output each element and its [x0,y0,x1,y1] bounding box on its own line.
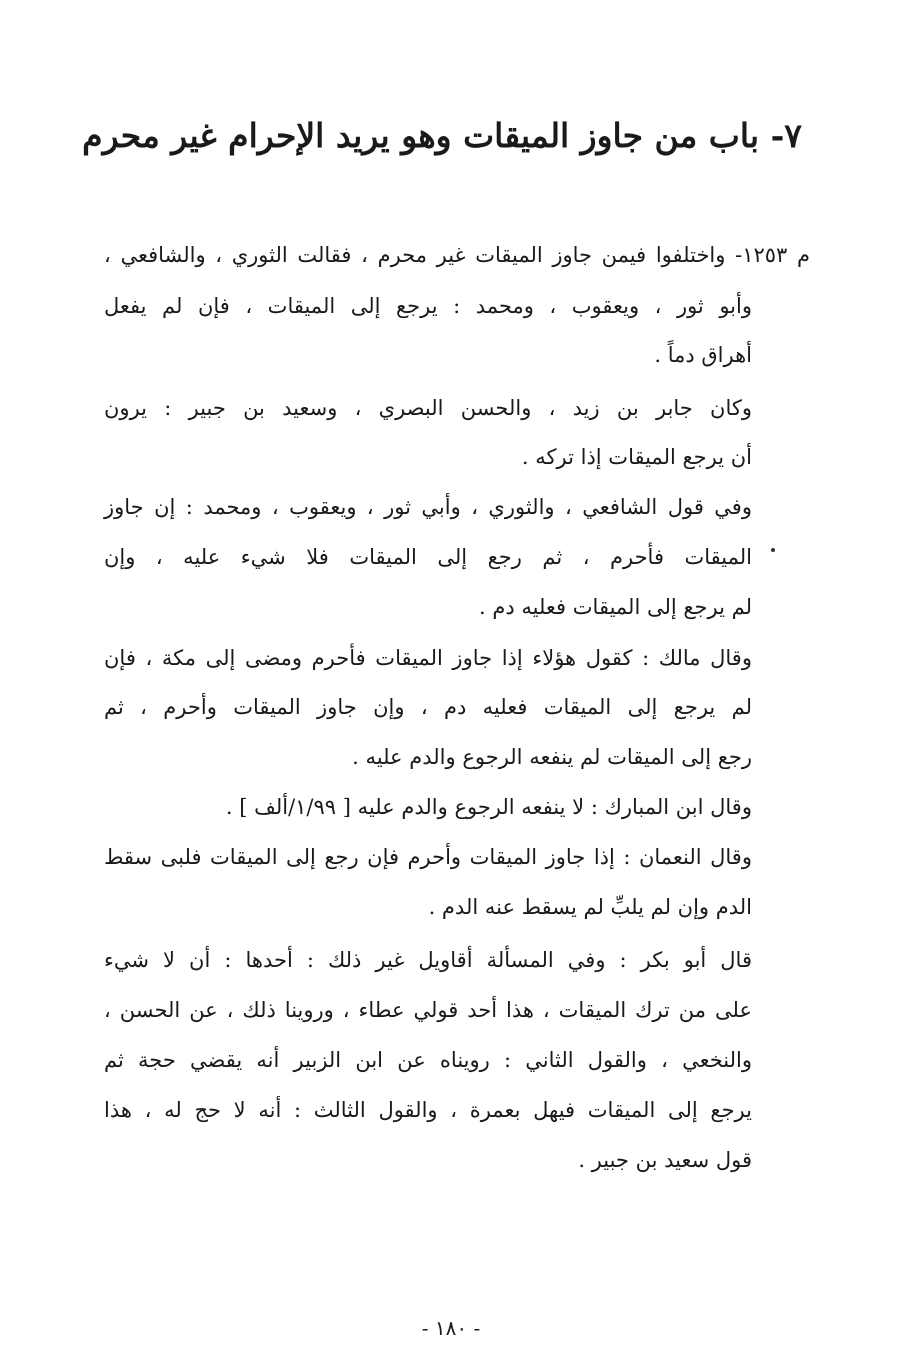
text-line: لم يرجع إلى الميقات فعليه دم ، وإن جاوز الميقات وأحرم ، ثم [104,695,752,719]
text-line: وقال ابن المبارك : لا ينفعه الرجوع والدم عليه [ ١/٩٩/ألف ] . [225,795,752,819]
text-line: الدم وإن لم يلبِّ لم يسقط عنه الدم . [428,895,752,919]
entry-number: م ١٢٥٣- [735,243,810,267]
text-line: أن يرجع الميقات إذا تركه . [521,445,752,469]
text-line: أهراق دماً . [654,343,752,367]
text-line: وفي قول الشافعي ، والثوري ، وأبي ثور ، ويعقوب ، ومحمد : إن جاوز [104,495,752,519]
text-line: قال أبو بكر : وفي المسألة أقاويل غير ذلك : أحدها : أن لا شيء [104,948,752,972]
entry-first-line [104,238,810,272]
text-line: وقال مالك : كقول هؤلاء إذا جاوز الميقات فأحرم ومضى إلى مكة ، فإن [104,646,752,670]
text-line: يرجع إلى الميقات فيهل بعمرة ، والقول الثالث : أنه لا حج له ، هذا [104,1098,752,1122]
chapter-heading: ٧- باب من جاوز الميقات وهو يريد الإحرام غير محرم [82,116,802,155]
text-line: لم يرجع إلى الميقات فعليه دم . [479,595,752,619]
text-line: قول سعيد بن جبير . [578,1148,752,1172]
text-line: والنخعي ، والقول الثاني : رويناه عن ابن الزبير أنه يقضي حجة ثم [104,1048,752,1072]
margin-dot-mark [771,548,775,552]
text-line: وقال النعمان : إذا جاوز الميقات وأحرم فإن رجع إلى الميقات فلبى سقط [104,845,752,869]
page-number: - ١٨٠ - [421,1316,481,1340]
text-line: الميقات فأحرم ، ثم رجع إلى الميقات فلا شيء عليه ، وإن [104,545,752,569]
text-line: رجع إلى الميقات لم ينفعه الرجوع والدم عليه . [352,745,752,769]
text-line: واختلفوا فيمن جاوز الميقات غير محرم ، فقالت الثوري ، والشافعي ، [104,243,726,267]
text-line: وأبو ثور ، ويعقوب ، ومحمد : يرجع إلى الميقات ، فإن لم يفعل [104,294,752,318]
text-line: على من ترك الميقات ، هذا أحد قولي عطاء ، وروينا ذلك ، عن الحسن ، [104,998,752,1022]
text-line: وكان جابر بن زيد ، والحسن البصري ، وسعيد بن جبير : يرون [104,396,752,420]
